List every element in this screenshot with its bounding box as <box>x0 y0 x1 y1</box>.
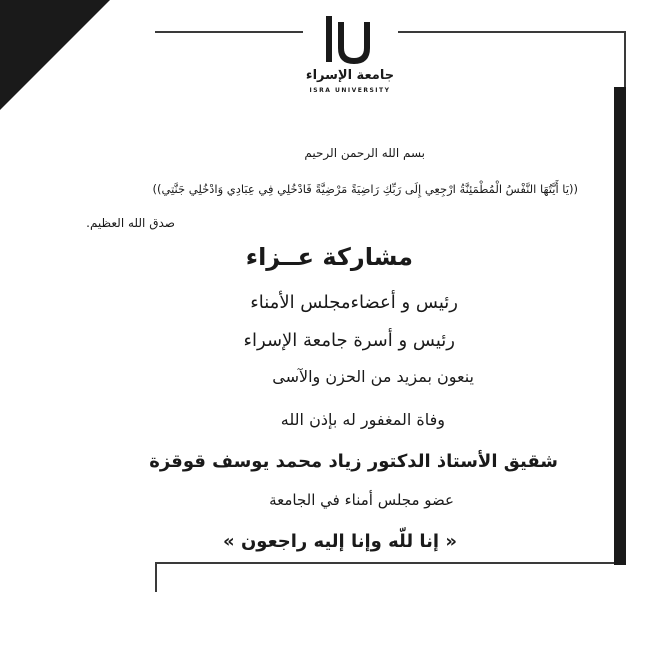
frame-top-right-line <box>398 31 625 33</box>
basmala-text: بسم الله الرحمن الرحيم <box>304 146 425 160</box>
frame-bottom-line <box>155 562 626 564</box>
frame-left-line <box>155 562 157 592</box>
frame-right-bar <box>614 87 626 565</box>
condolence-title: مشاركة عــزاء <box>245 243 413 271</box>
inna-lillah-line: « إنا للّه وإنا إليه راجعون » <box>223 531 457 552</box>
death-notice-line: وفاة المغفور له بإذن الله <box>280 410 445 429</box>
isra-logo-icon <box>312 14 388 70</box>
university-logo <box>300 10 400 100</box>
mourning-line: ينعون بمزيد من الحزن والآسى <box>272 367 474 386</box>
logo-arabic-name: جامعة الإسراء <box>305 68 395 83</box>
corner-triangle <box>0 0 110 110</box>
logo-english-name: ISRA UNIVERSITY <box>309 87 391 94</box>
board-line: رئيس و أعضاءمجلس الأمناء <box>250 292 458 313</box>
board-member-line: عضو مجلس أمناء في الجامعة <box>269 491 454 509</box>
sadaq-text: صدق الله العظيم. <box>86 216 175 230</box>
university-family-line: رئيس و أسرة جامعة الإسراء <box>243 330 455 351</box>
quran-verse: ((يَا أَيَّتُهَا النَّفْسُ الْمُطْمَئِنَّةُ ارْجِعِي إِلَى رَبِّكِ رَاضِيَةً مَرْضِيَّةً فَادْخُلِي فِي عِبَادِي وَادْخُلِي جَنَّتِي)) <box>152 182 578 196</box>
deceased-relation-line: شقيق الأستاذ الدكتور زياد محمد يوسف قوقزة <box>149 451 558 472</box>
frame-top-left-line <box>155 31 303 33</box>
